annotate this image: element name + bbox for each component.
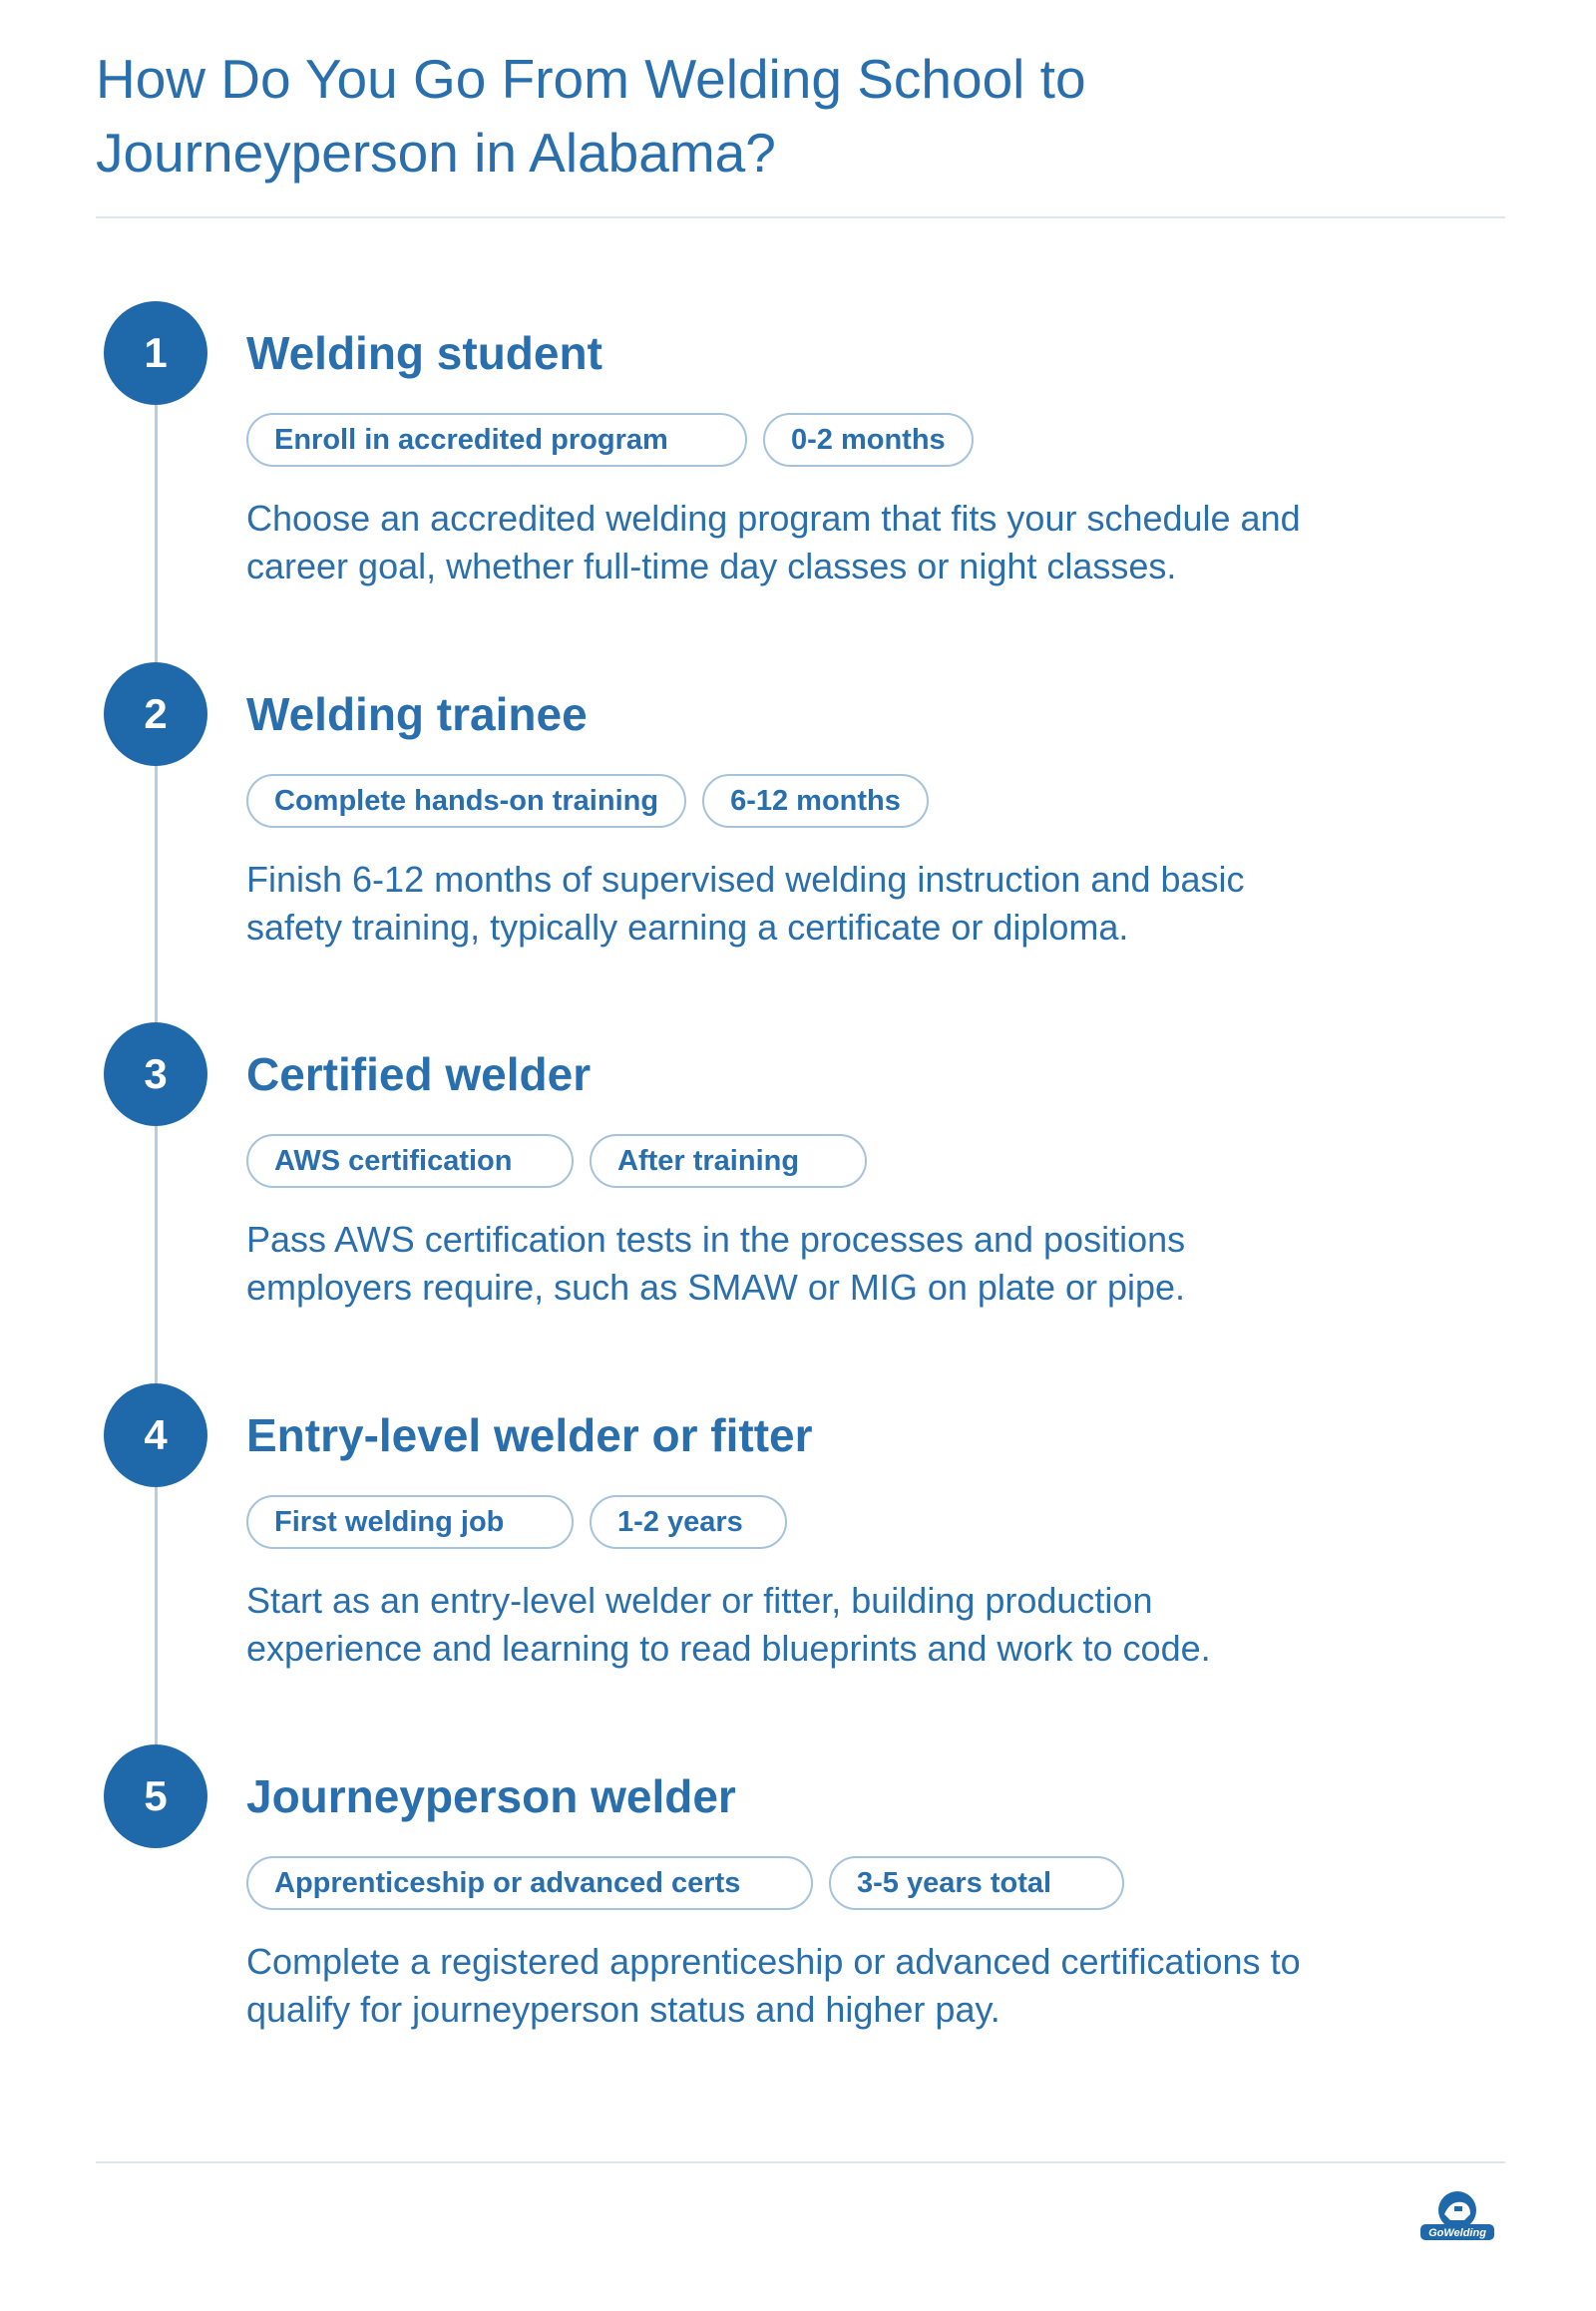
step-description: Complete a registered apprenticeship or advanced certifications to qualify for journeyperson status and higher pay. (246, 1941, 1301, 2030)
step-tag-action: AWS certification (246, 1134, 574, 1188)
step-1 (0, 301, 1596, 630)
step-4 (0, 1383, 1596, 1713)
step-tag-duration: After training (590, 1134, 867, 1188)
step-tag-duration: 6-12 months (702, 774, 929, 828)
step-tag-action: Complete hands-on training (246, 774, 686, 828)
gowelding-logo (1414, 2186, 1500, 2248)
step-tags (246, 413, 974, 467)
step-number-badge: 5 (104, 1744, 207, 1848)
step-title: Entry-level welder or fitter (246, 1409, 813, 1461)
step-number-badge: 4 (104, 1383, 207, 1487)
step-tag-action: Enroll in accredited program (246, 413, 747, 467)
step-number-badge: 2 (104, 662, 207, 766)
step-3 (0, 1022, 1596, 1351)
step-tag-duration: 3-5 years total (829, 1856, 1124, 1910)
step-tags (246, 774, 929, 828)
page-title-line-2: Journeyperson in Alabama? (96, 122, 776, 184)
step-description: Choose an accredited welding program that fits your schedule and career goal, whether full-time day classes or night classes. (246, 498, 1301, 586)
step-title: Welding student (246, 327, 602, 379)
step-tags (246, 1495, 787, 1549)
step-number-badge: 1 (104, 301, 207, 405)
step-tag-action: First welding job (246, 1495, 574, 1549)
step-title: Certified welder (246, 1048, 592, 1100)
step-tag-action: Apprenticeship or advanced certs (246, 1856, 813, 1910)
step-description: Finish 6-12 months of supervised welding instruction and basic safety training, typically earning a certificate or diploma. (246, 859, 1245, 948)
step-tags (246, 1856, 1124, 1910)
step-5 (0, 1744, 1596, 2074)
step-number-badge: 3 (104, 1022, 207, 1126)
logo-wordmark: GoWelding (1428, 2227, 1486, 2239)
step-tag-duration: 1-2 years (590, 1495, 787, 1549)
step-title: Journeyperson welder (246, 1770, 736, 1822)
step-2 (0, 662, 1596, 991)
step-description: Start as an entry-level welder or fitter, building production experience and learning to read blueprints and work to code. (246, 1580, 1211, 1669)
page-title (96, 42, 1492, 190)
bottom-divider (96, 2161, 1505, 2163)
top-divider (96, 216, 1505, 218)
step-title: Welding trainee (246, 688, 588, 740)
page-title-line-1: How Do You Go From Welding School to (96, 48, 1086, 110)
step-tag-duration: 0-2 months (763, 413, 974, 467)
step-description: Pass AWS certification tests in the processes and positions employers require, such as SMAW or MIG on plate or pipe. (246, 1219, 1186, 1308)
step-tags (246, 1134, 867, 1188)
